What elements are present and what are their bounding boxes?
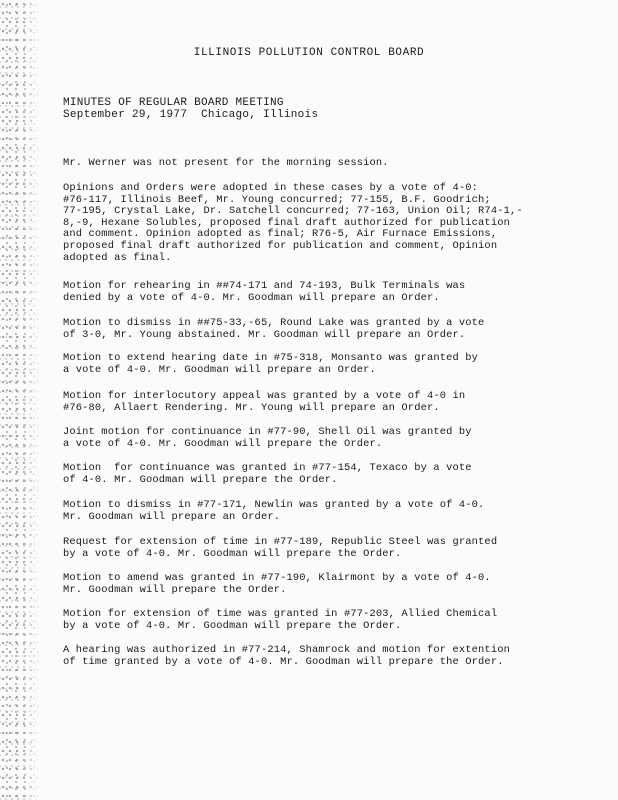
paragraph: Mr. Werner was not present for the morning session. — [63, 157, 389, 169]
paragraph: Opinions and Orders were adopted in these cases by a vote of 4-0: #76-117, Illinois Beef, Mr. Young concurred; 77-155, B.F. Goodrich; 77-195, Crystal Lake, Dr. Satchell concurred; 77-163, Union Oil; R74-1,- 8,-9, Hexane Solubles, proposed final draft authorized for publication and comment. Opinion adopted as final; R76-5, Air Furnace Emissions, proposed final draft authorized for publication and comment, Opinion adopted as final. — [63, 182, 523, 264]
paragraph: Motion to amend was granted in #77-190, Klairmont by a vote of 4-0. Mr. Goodman will prepare the Order. — [63, 572, 491, 596]
paragraph: Motion for extension of time was granted in #77-203, Allied Chemical by a vote of 4-0. Mr. Goodman will prepare the Order. — [63, 608, 498, 632]
paragraph: Motion for continuance was granted in #77-154, Texaco by a vote of 4-0. Mr. Goodman will prepare the Order. — [63, 462, 472, 486]
paragraph: Joint motion for continuance in #77-90, Shell Oil was granted by a vote of 4-0. Mr. Goodman will prepare the Order. — [63, 426, 472, 450]
paragraph: A hearing was authorized in #77-214, Shamrock and motion for extention of time granted by a vote of 4-0. Mr. Goodman will prepare the Order. — [63, 644, 510, 668]
paragraph: Request for extension of time in #77-189, Republic Steel was granted by a vote of 4-0. Mr. Goodman will prepare the Order. — [63, 536, 498, 560]
meeting-date-location: September 29, 1977 Chicago, Illinois — [63, 109, 319, 121]
board-header: ILLINOIS POLLUTION CONTROL BOARD — [193, 47, 425, 59]
minutes-title: MINUTES OF REGULAR BOARD MEETING — [63, 97, 284, 109]
paragraph: Motion to dismiss in ##75-33,-65, Round Lake was granted by a vote of 3-0, Mr. Young abstained. Mr. Goodman will prepare an Order. — [63, 317, 485, 341]
paragraph: Motion for interlocutory appeal was granted by a vote of 4-0 in #76-80, Allaert Rendering. Mr. Young will prepare an Order. — [63, 390, 466, 414]
paragraph: Motion for rehearing in ##74-171 and 74-193, Bulk Terminals was denied by a vote of 4-0. Mr. Goodman will prepare an Order. — [63, 280, 466, 304]
paragraph: Motion to dismiss in #77-171, Newlin was granted by a vote of 4-0. Mr. Goodman will prepare an Order. — [63, 499, 485, 523]
scan-edge-noise — [0, 0, 40, 800]
paragraph: Motion to extend hearing date in #75-318, Monsanto was granted by a vote of 4-0. Mr. Goodman will prepare an Order. — [63, 352, 479, 376]
